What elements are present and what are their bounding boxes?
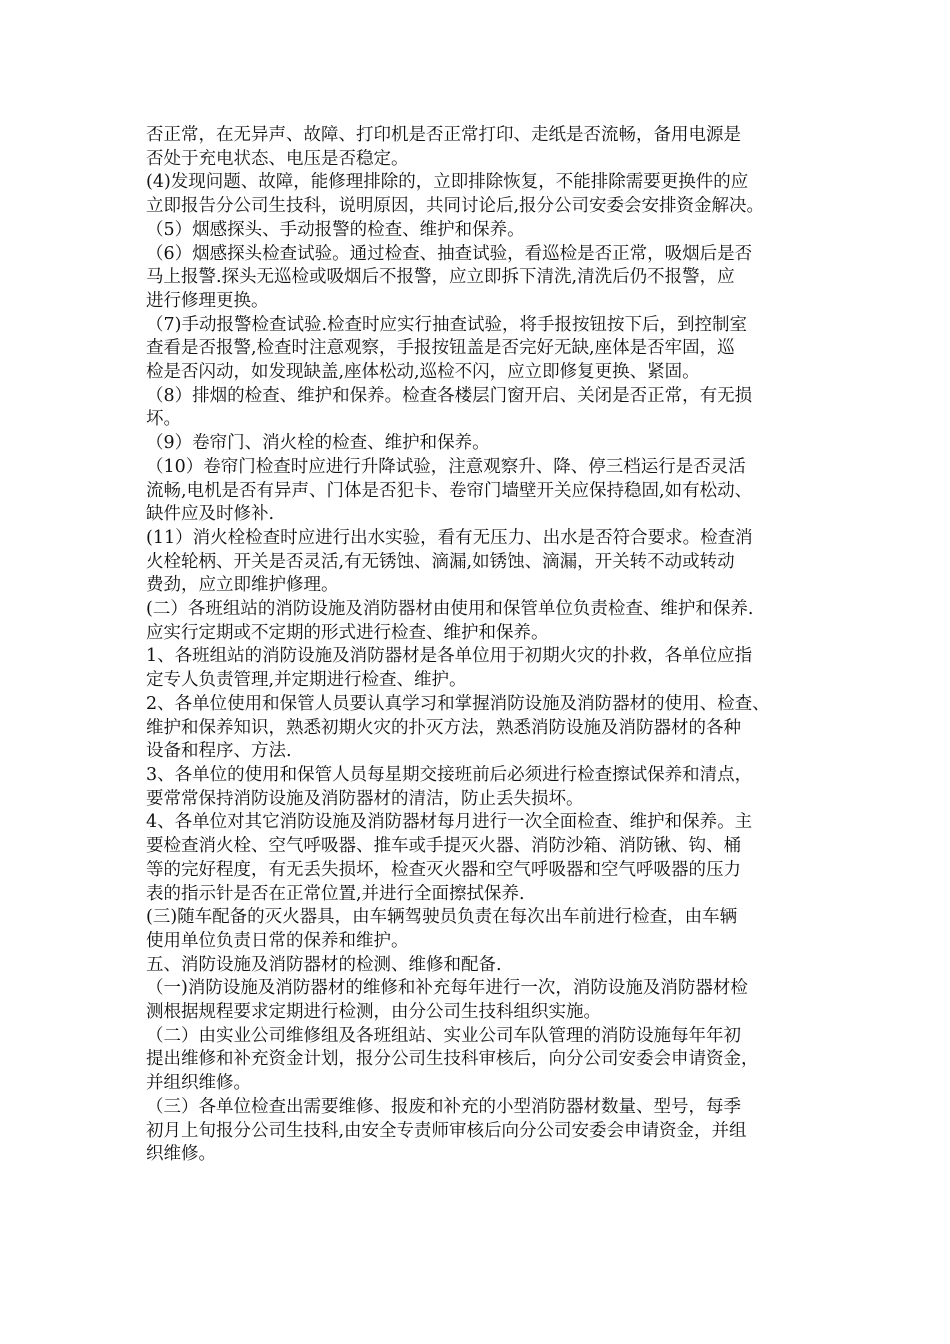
text-line: （三）各单位检查出需要维修、报废和补充的小型消防器材数量、型号，每季 <box>146 1096 741 1117</box>
paragraph <box>146 243 826 314</box>
text-line: （10）卷帘门检查时应进行升降试验，注意观察升、降、停三档运行是否灵活 <box>146 456 746 477</box>
text-line: 表的指示针是否在正常位置,并进行全面擦拭保养. <box>146 883 525 904</box>
paragraph <box>146 693 826 764</box>
text-line: 要检查消火栓、空气呼吸器、推车或手提灭火器、消防沙箱、消防锹、钩、桶 <box>146 836 741 857</box>
text-line: 费劲，应立即维护修理。 <box>146 575 339 596</box>
paragraph <box>146 906 826 953</box>
paragraph <box>146 598 826 645</box>
text-line: 坏。 <box>146 409 181 430</box>
text-line: 等的完好程度，有无丢失损坏，检查灭火器和空气呼吸器和空气呼吸器的压力 <box>146 859 741 880</box>
text-line: 五、消防设施及消防器材的检测、维修和配备. <box>146 954 502 975</box>
text-line: 定专人负责管理,并定期进行检查、维护。 <box>146 670 467 691</box>
text-line: 测根据规程要求定期进行检测，由分公司生技科组织实施。 <box>146 1002 601 1023</box>
paragraph <box>146 124 826 171</box>
text-line: 1、各班组站的消防设施及消防器材是各单位用于初期火灾的扑救，各单位应指 <box>146 646 753 667</box>
text-line: 立即报告分公司生技科，说明原因，共同讨论后,报分公司安委会安排资金解决。 <box>146 196 765 217</box>
paragraph <box>146 219 826 243</box>
text-line: 否正常，在无异声、故障、打印机是否正常打印、走纸是否流畅，备用电源是 <box>146 125 741 145</box>
paragraph <box>146 1025 826 1096</box>
text-line: （一)消防设施及消防器材的维修和补充每年进行一次，消防设施及消防器材检 <box>146 978 748 999</box>
paragraph <box>146 764 826 811</box>
paragraph <box>146 811 826 906</box>
text-line: （6）烟感探头检查试验。通过检查、抽查试验，看巡检是否正常，吸烟后是否 <box>146 243 753 264</box>
text-line: （8）排烟的检查、维护和保养。检查各楼层门窗开启、关闭是否正常，有无损 <box>146 385 753 406</box>
text-line: 使用单位负责日常的保养和维护。 <box>146 930 409 951</box>
text-line: 否处于充电状态、电压是否稳定。 <box>146 148 409 169</box>
text-line: 4、各单位对其它消防设施及消防器材每月进行一次全面检查、维护和保养。主 <box>146 812 753 833</box>
text-line: （9）卷帘门、消火栓的检查、维护和保养。 <box>146 433 490 454</box>
text-line: 缺件应及时修补. <box>146 504 275 525</box>
text-line: 3、各单位的使用和保管人员每星期交接班前后必须进行检查擦试保养和清点， <box>146 764 753 785</box>
text-line: 织维修。 <box>146 1144 216 1165</box>
paragraph <box>146 977 826 1024</box>
document-body <box>146 124 826 1167</box>
text-line: （5）烟感探头、手动报警的检查、维护和保养。 <box>146 219 525 240</box>
text-line: 马上报警.探头无巡检或吸烟后不报警，应立即拆下清洗,清洗后仍不报警，应 <box>146 267 735 288</box>
text-line: 维护和保养知识，熟悉初期火灾的扑灭方法，熟悉消防设施及消防器材的各种 <box>146 717 741 738</box>
paragraph <box>146 456 826 527</box>
text-line: (11）消火栓检查时应进行出水实验，看有无压力、出水是否符合要求。检查消 <box>146 527 753 548</box>
text-line: （二）由实业公司维修组及各班组站、实业公司车队管理的消防设施每年年初 <box>146 1025 741 1046</box>
text-line: （7)手动报警检查试验.检查时应实行抽查试验，将手报按钮按下后，到控制室 <box>146 314 748 335</box>
text-line: 并组织维修。 <box>146 1073 251 1094</box>
paragraph <box>146 527 826 598</box>
paragraph <box>146 385 826 432</box>
text-line: 2、各单位使用和保管人员要认真学习和掌握消防设施及消防器材的使用、检查、 <box>146 693 770 714</box>
paragraph <box>146 645 826 692</box>
text-line: (4)发现问题、故障，能修理排除的，立即排除恢复，不能排除需要更换件的应 <box>146 172 749 193</box>
paragraph <box>146 171 826 218</box>
text-line: 应实行定期或不定期的形式进行检查、维护和保养。 <box>146 622 549 643</box>
text-line: 提出维修和补充资金计划，报分公司生技科审核后，向分公司安委会申请资金， <box>146 1049 759 1070</box>
text-line: 检是否闪动，如发现缺盖,座体松动,巡检不闪，应立即修复更换、紧固。 <box>146 362 700 383</box>
text-line: 进行修理更换。 <box>146 290 269 311</box>
text-line: 查看是否报警,检查时注意观察，手报按钮盖是否完好无缺,座体是否牢固，巡 <box>146 338 735 359</box>
text-line: 火栓轮柄、开关是否灵活,有无锈蚀、滴漏,如锈蚀、滴漏，开关转不动或转动 <box>146 551 735 572</box>
paragraph <box>146 314 826 385</box>
text-line: (三)随车配备的灭火器具，由车辆驾驶员负责在每次出车前进行检查，由车辆 <box>146 907 738 928</box>
text-line: 设备和程序、方法. <box>146 741 292 762</box>
text-line: 初月上旬报分公司生技科,由安全专责师审核后向分公司安委会申请资金，并组 <box>146 1120 747 1141</box>
paragraph <box>146 954 826 978</box>
text-line: 流畅,电机是否有异声、门体是否犯卡、卷帘门墙壁开关应保持稳固,如有松动、 <box>146 480 753 501</box>
paragraph <box>146 432 826 456</box>
text-line: (二）各班组站的消防设施及消防器材由使用和保管单位负责检查、维护和保养. <box>146 599 754 620</box>
text-line: 要常常保持消防设施及消防器材的清洁，防止丢失损坏。 <box>146 788 584 809</box>
paragraph <box>146 1096 826 1167</box>
